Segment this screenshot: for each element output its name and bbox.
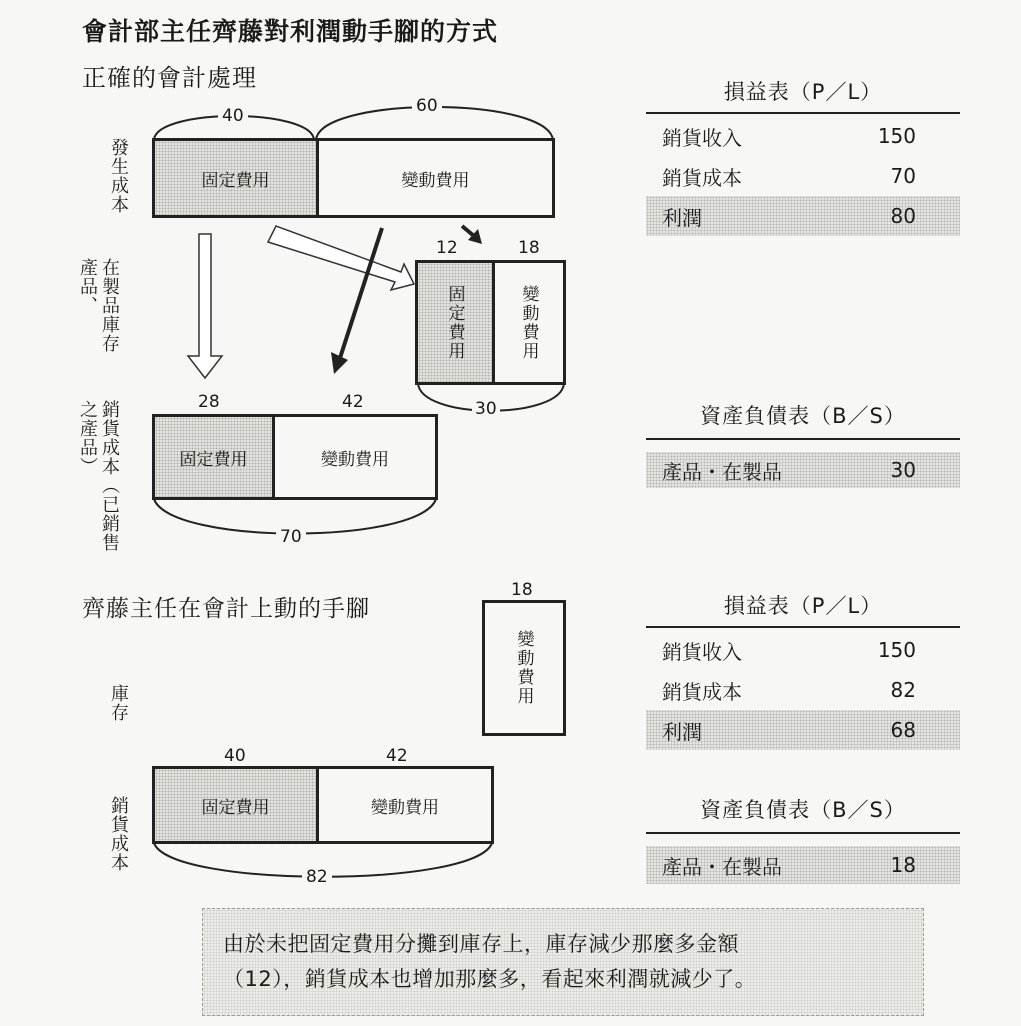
pl2-row-sales xyxy=(646,630,960,670)
cogs-variable-cost: 變動費用 xyxy=(321,449,389,470)
inv-variable-amount: 18 xyxy=(518,238,540,258)
s2-inv-variable-amount: 18 xyxy=(511,580,533,600)
note-line-1: 由於未把固定費用分攤到庫存上，庫存減少那麼多金額 xyxy=(223,932,739,956)
note-line-2: （12），銷貨成本也增加那麼多，看起來利潤就減少了。 xyxy=(223,967,757,991)
pl2-row-value: 68 xyxy=(890,718,916,742)
pl2-row-value: 82 xyxy=(890,678,916,702)
incurred-variable-cost: 變動費用 xyxy=(401,170,470,191)
s2-cogs-fixed-cost: 固定費用 xyxy=(155,769,319,841)
pl1-row-label: 銷貨成本 xyxy=(662,165,742,190)
cogs-total: 70 xyxy=(276,527,306,547)
pl2-row-value: 150 xyxy=(877,638,916,662)
incurred-cost-box xyxy=(152,138,555,218)
inv-fixed-amount: 12 xyxy=(436,238,458,258)
s2-label-inventory: 庫存 xyxy=(108,684,129,722)
label-inventory: 在製品庫存產品、 xyxy=(77,258,120,353)
section2-heading: 齊藤主任在會計上動的手腳 xyxy=(82,596,370,622)
pl2-row-label: 銷貨成本 xyxy=(662,679,742,704)
s2-cogs-fixed-amount: 40 xyxy=(224,746,246,766)
cogs-fixed-amount: 28 xyxy=(198,392,220,412)
inventory-variable-cost: 變動費用 xyxy=(518,284,539,361)
arrow-variable-to-cogs xyxy=(340,228,382,358)
label-cogs: 銷貨成本（已銷售之產品） xyxy=(77,400,120,552)
pl2-title: 損益表（P／L） xyxy=(723,594,883,618)
bs2-row-label: 產品・在製品 xyxy=(662,854,782,879)
pl1-row-value: 80 xyxy=(890,204,916,228)
pl1-row-label: 利潤 xyxy=(662,205,702,230)
top-fixed-amount: 40 xyxy=(218,106,248,126)
s2-inventory-variable-cost: 變動費用 xyxy=(513,630,534,706)
cogs-fixed-cost: 固定費用 xyxy=(155,417,275,497)
s2-inventory-box xyxy=(482,600,566,736)
pl1-row-cogs xyxy=(646,156,960,196)
arrow-variable-to-inventory xyxy=(462,226,474,236)
s2-label-cogs: 銷貨成本 xyxy=(108,796,129,872)
s2-cogs-total: 82 xyxy=(302,867,332,887)
bs2-title: 資產負債表（B／S） xyxy=(700,798,906,822)
bs1-row-value: 30 xyxy=(890,458,916,482)
pl2-row-label: 銷貨收入 xyxy=(662,639,742,664)
bs1-row-label: 產品・在製品 xyxy=(662,459,782,484)
s2-cogs-variable-amount: 42 xyxy=(386,746,408,766)
page-title: 會計部主任齊藤對利潤動手腳的方式 xyxy=(82,17,499,46)
pl1-row-profit xyxy=(646,196,960,236)
pl1-title: 損益表（P／L） xyxy=(723,80,883,104)
pl1-table xyxy=(646,76,960,236)
pl1-row-sales xyxy=(646,116,960,156)
top-variable-amount: 60 xyxy=(412,96,442,116)
cogs-box xyxy=(152,414,438,500)
label-incurred-cost: 發生成本 xyxy=(108,138,129,214)
incurred-fixed-cost: 固定費用 xyxy=(155,141,319,215)
bs1-title: 資產負債表（B／S） xyxy=(700,404,906,428)
s2-cogs-variable-cost: 變動費用 xyxy=(371,797,439,818)
arrow-fixed-to-inventory xyxy=(268,226,414,290)
inventory-box xyxy=(415,260,566,385)
bs1-row xyxy=(646,452,960,488)
s2-cogs-box xyxy=(152,766,494,844)
pl1-row-value: 150 xyxy=(877,124,916,148)
pl2-row-label: 利潤 xyxy=(662,719,702,744)
pl2-table xyxy=(646,590,960,750)
arrow-fixed-to-cogs xyxy=(188,234,222,378)
pl1-row-value: 70 xyxy=(890,164,916,188)
inventory-total: 30 xyxy=(472,399,500,419)
explanation-note xyxy=(202,908,924,1016)
bs2-row xyxy=(646,846,960,884)
cogs-variable-amount: 42 xyxy=(342,392,364,412)
pl1-row-label: 銷貨收入 xyxy=(662,125,742,150)
inventory-fixed-cost: 固定費用 xyxy=(444,284,465,361)
bs1-table xyxy=(646,400,960,488)
section1-heading: 正確的會計處理 xyxy=(82,64,257,92)
bs2-table xyxy=(646,794,960,884)
bs2-row-value: 18 xyxy=(890,853,916,877)
pl2-row-cogs xyxy=(646,670,960,710)
pl2-row-profit xyxy=(646,710,960,750)
